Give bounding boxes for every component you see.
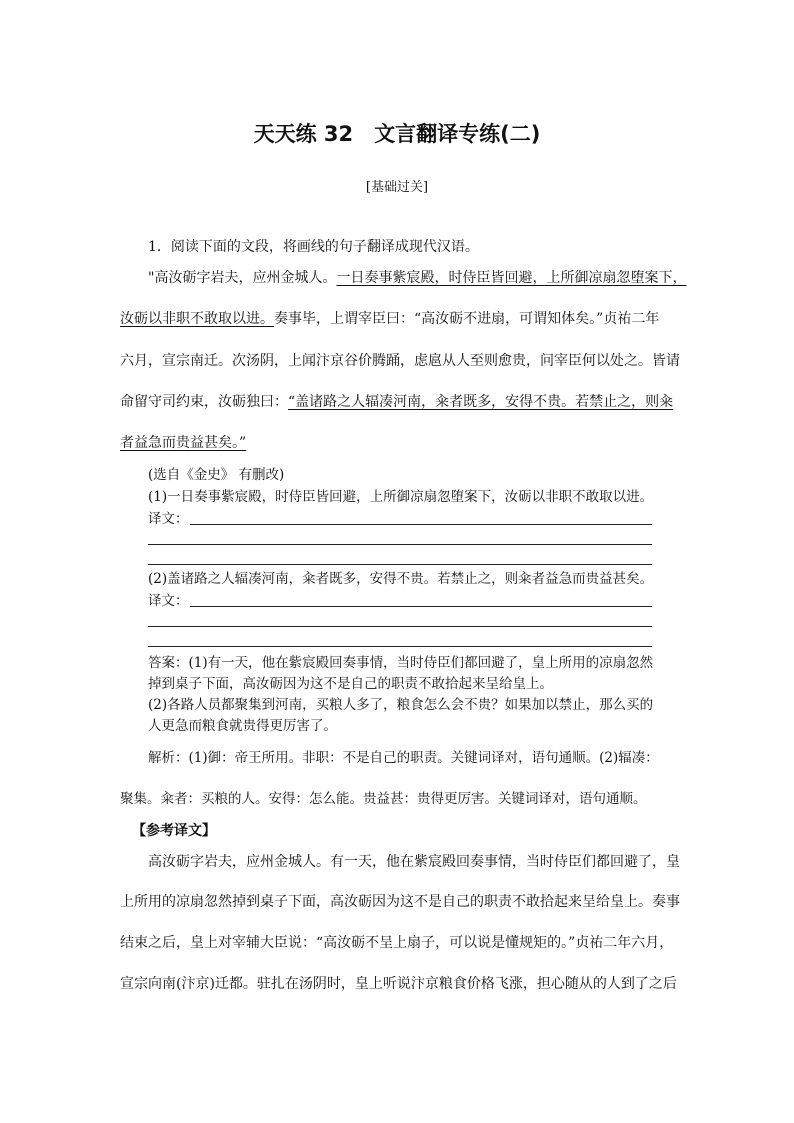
passage-line-3: 六月，宣宗南迁。次汤阴，上闻汴京谷价腾踊，虑扈从人至则愈贵，问宰臣何以处之。皆请 (120, 353, 680, 369)
underlined-sentence-1: 一日奏事紫宸殿，时侍臣皆回避，上所御凉扇忽堕案下， (336, 270, 687, 286)
passage-text: 命留守司约束，汝砺独曰： (120, 394, 288, 410)
reference-translation-heading: 【参考译文】 (132, 823, 216, 839)
answer-line-3: (2)各路人员都聚集到河南，买粮人多了，粮食怎么会不贵？如果加以禁止，那么买的 (148, 697, 654, 713)
answer-line-2: 掉到桌子下面，高汝砺因为这不是自己的职责不敢拾起来呈给皇上。 (148, 676, 553, 692)
passage-line-2 (120, 310, 659, 328)
answer-line-4: 人更急而粮食就贵得更厉害了。 (148, 718, 337, 734)
answer-blank-line[interactable] (148, 646, 652, 647)
page-title: 天天练 32 文言翻译专练(二) (253, 122, 541, 146)
passage-text: 奏事毕，上谓宰臣曰：“高汝砺不进扇，可谓知体矣。”贞祐二年 (274, 311, 660, 327)
answer-line-1: 答案：(1)有一天，他在紫宸殿回奏事情，当时侍臣们都回避了，皇上所用的凉扇忽然 (148, 655, 654, 671)
passage-line-1 (148, 269, 686, 287)
reference-line-3: 结束之后，皇上对宰辅大臣说：“高汝砺不呈上扇子，可以说是懂规矩的。”贞祐二年六月， (120, 935, 674, 951)
translation-label-1: 译文： (148, 511, 189, 527)
analysis-line-2: 聚集。籴者：买粮的人。安得：怎么能。贵益甚：贵得更厉害。关键词译对，语句通顺。 (120, 791, 647, 807)
passage-text: "高汝砺字岩夫，应州金城人。 (148, 270, 337, 286)
passage-line-5 (120, 434, 246, 452)
underlined-sentence-1-end: 汝砺以非职不敢取以进。 (120, 311, 274, 327)
reference-line-4: 宣宗向南(汴京)迁都。驻扎在汤阴时，皇上听说汴京粮食价格飞涨，担心随从的人到了之后 (120, 976, 677, 992)
answer-blank-line[interactable] (190, 524, 652, 525)
reference-line-2: 上所用的凉扇忽然掉到桌子下面，高汝砺因为这不是自己的职责不敢拾起来呈给皇上。奏事 (120, 894, 680, 910)
question-prompt: 1．阅读下面的文段，将画线的句子翻译成现代汉语。 (148, 239, 479, 255)
answer-blank-line[interactable] (190, 606, 652, 607)
passage-line-4 (120, 393, 673, 411)
sub-question-1: (1)一日奏事紫宸殿，时侍臣皆回避，上所御凉扇忽堕案下，汝砺以非职不敢取以进。 (148, 489, 654, 505)
section-label: [基础过关] (365, 180, 429, 195)
source-note: (选自《金史》 有删改) (148, 467, 285, 483)
reference-line-1: 高汝砺字岩夫，应州金城人。有一天，他在紫宸殿回奏事情，当时侍臣们都回避了，皇 (148, 854, 680, 870)
answer-blank-line[interactable] (148, 564, 652, 565)
sub-question-2: (2)盖诸路之人辐凑河南，籴者既多，安得不贵。若禁止之，则籴者益急而贵益甚矣。 (148, 571, 654, 587)
underlined-sentence-2-end: 者益急而贵益甚矣。” (120, 435, 247, 451)
analysis-line-1: 解析：(1)御：帝王所用。非职：不是自己的职责。关键词译对，语句通顺。(2)辐凑： (148, 750, 659, 766)
translation-label-2: 译文： (148, 593, 189, 609)
underlined-sentence-2: “盖诸路之人辐凑河南，籴者既多，安得不贵。若禁止之，则籴 (288, 394, 674, 410)
answer-blank-line[interactable] (148, 626, 652, 627)
answer-blank-line[interactable] (148, 544, 652, 545)
